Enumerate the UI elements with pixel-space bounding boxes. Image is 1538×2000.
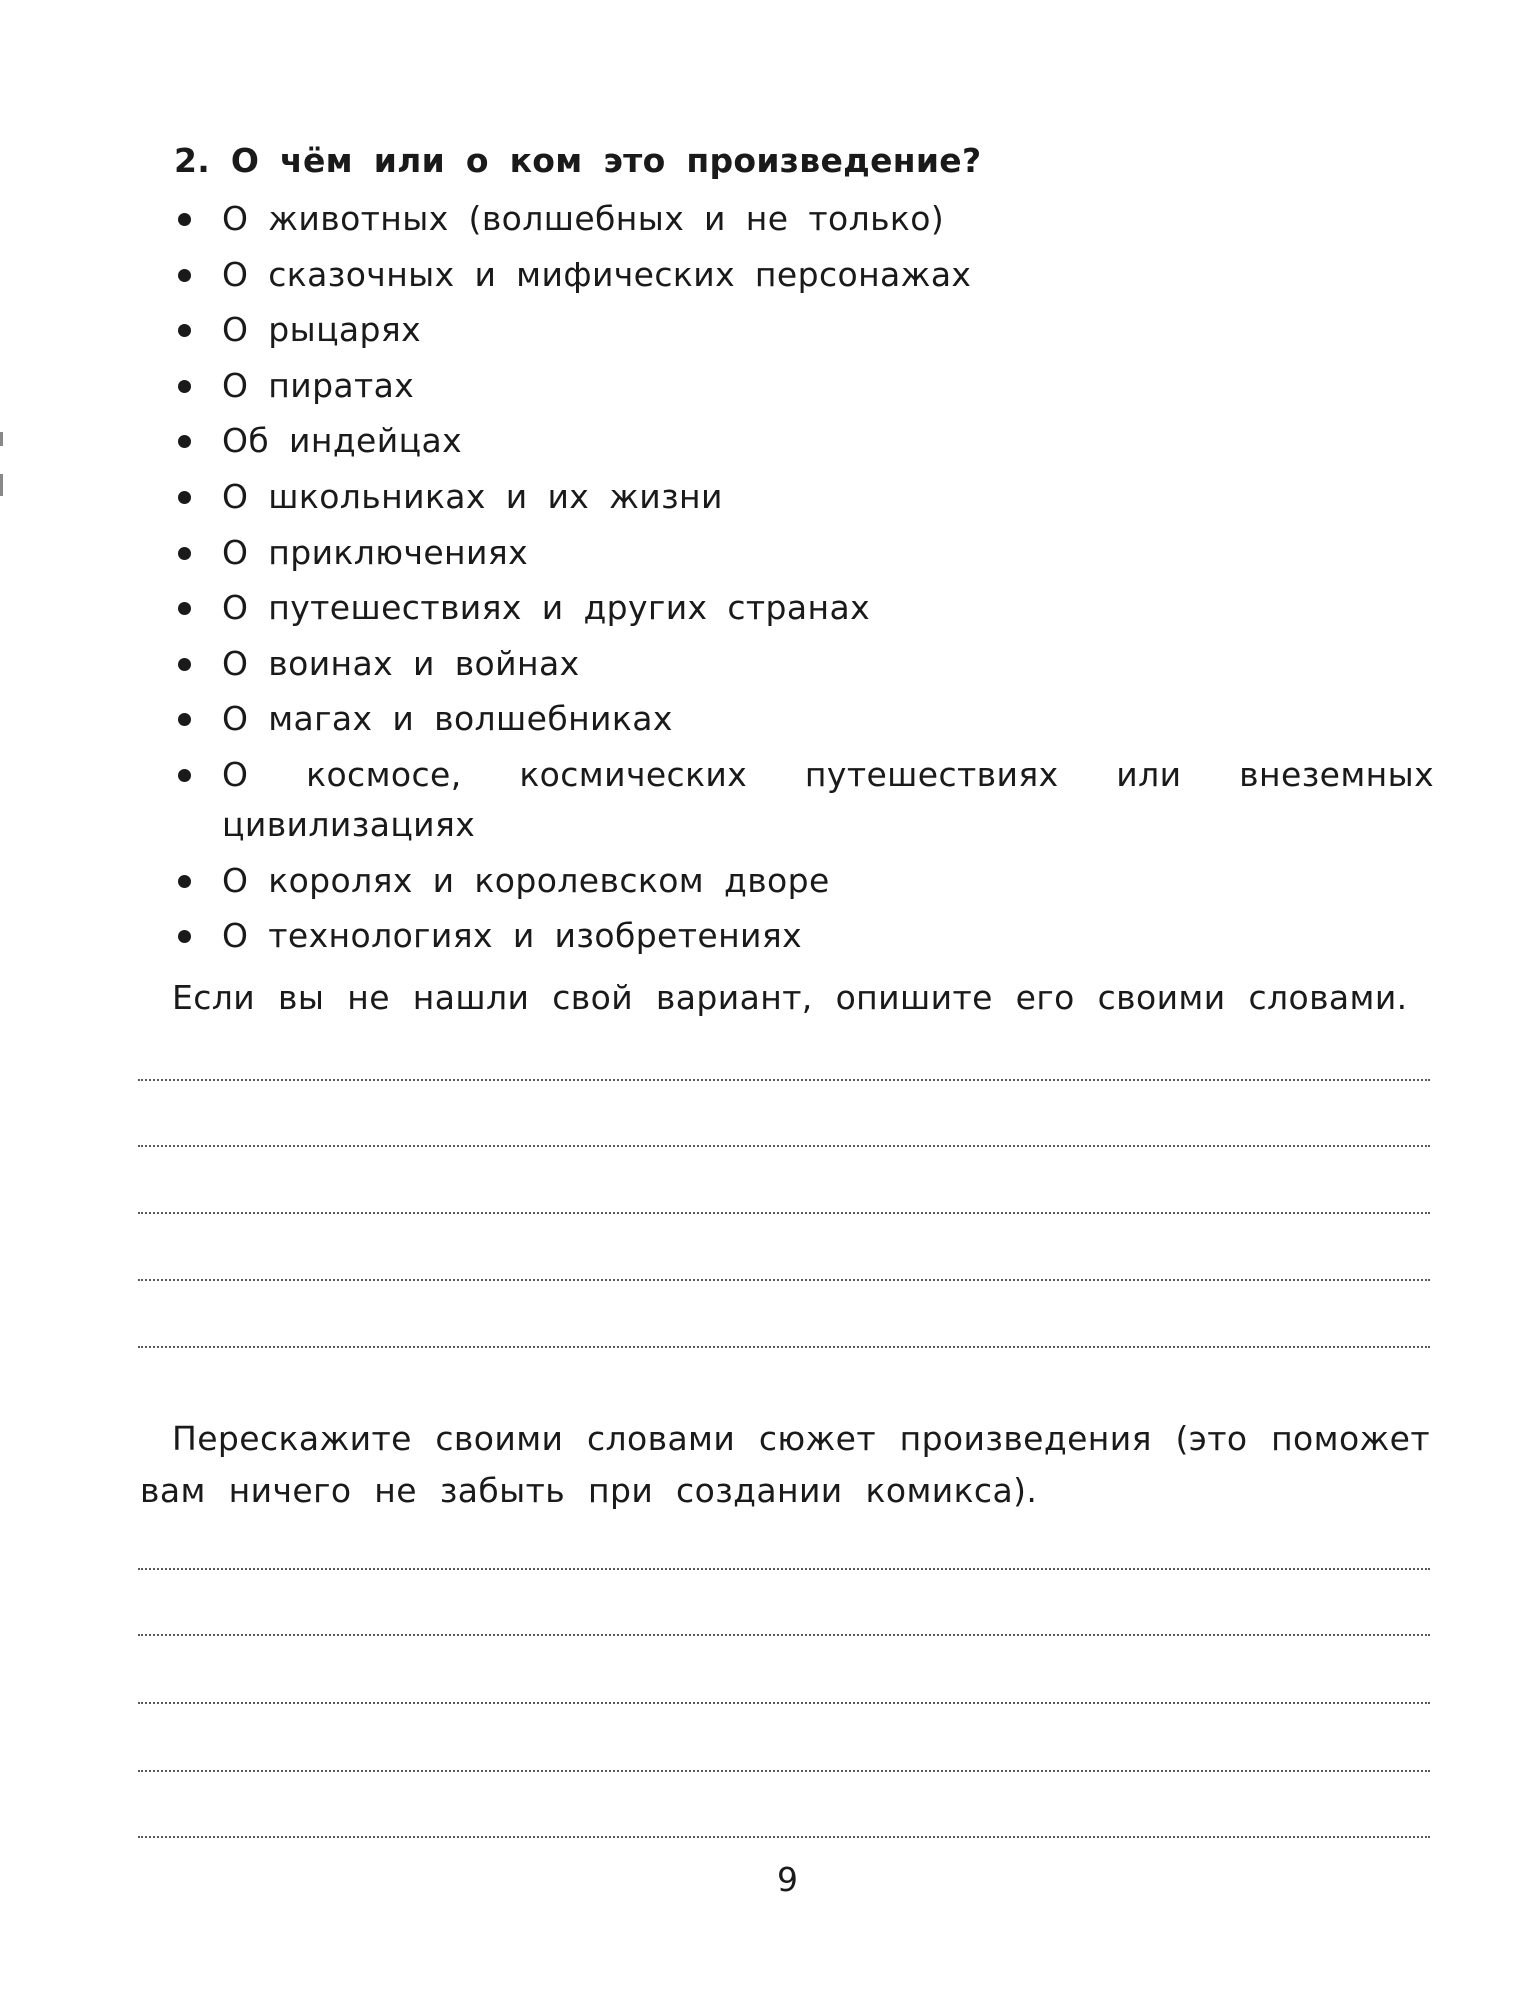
answer-line[interactable] (138, 1568, 1430, 1570)
answer-line[interactable] (138, 1346, 1430, 1348)
list-item (174, 361, 1454, 411)
list-item (174, 911, 1454, 961)
answer-line[interactable] (138, 1212, 1430, 1214)
option-label: О приключениях (222, 532, 529, 572)
list-item (174, 750, 1454, 850)
bullet-icon (178, 713, 191, 726)
bullet-icon (178, 658, 191, 671)
option-label: О рыцарях (222, 310, 422, 350)
bullet-icon (178, 380, 191, 393)
answer-line[interactable] (138, 1145, 1430, 1147)
option-label: О технологиях и изобретениях (222, 916, 803, 956)
option-label: О космосе, космических путешествиях или внеземных цивилизациях (222, 754, 1434, 844)
option-label: О пиратах (222, 365, 415, 405)
answer-line[interactable] (138, 1279, 1430, 1281)
answer-options-list (174, 194, 1454, 967)
list-item (174, 305, 1454, 355)
answer-line[interactable] (138, 1770, 1430, 1772)
bullet-icon (178, 213, 191, 226)
retell-prompt: Перескажите своими словами сюжет произведения (это поможет вам ничего не забыть при создании комикса). (140, 1419, 1430, 1510)
list-item (174, 694, 1454, 744)
own-variant-prompt: Если вы не нашли свой вариант, опишите его своими словами. (172, 978, 1408, 1017)
option-label: О путешествиях и других странах (222, 588, 871, 628)
option-label: О воинах и войнах (222, 643, 580, 683)
bullet-icon (178, 269, 191, 282)
bullet-icon (178, 602, 191, 615)
bullet-icon (178, 769, 191, 782)
option-label: О школьниках и их жизни (222, 476, 723, 516)
list-item (174, 472, 1454, 522)
list-item (174, 583, 1454, 633)
option-label: О сказочных и мифических персонажах (222, 254, 972, 294)
answer-line[interactable] (138, 1836, 1430, 1838)
list-item (174, 639, 1454, 689)
list-item (174, 856, 1454, 906)
bullet-icon (178, 875, 191, 888)
page-number: 9 (777, 1860, 798, 1899)
question-heading: 2. О чём или о ком это произведение? (174, 141, 982, 180)
option-label: О магах и волшебниках (222, 699, 673, 739)
bullet-icon (178, 930, 191, 943)
bullet-icon (178, 491, 191, 504)
option-label: Об индейцах (222, 421, 463, 461)
answer-line[interactable] (138, 1634, 1430, 1636)
bullet-icon (178, 435, 191, 448)
option-label: О королях и королевском дворе (222, 860, 830, 900)
list-item (174, 528, 1454, 578)
list-item (174, 194, 1454, 244)
option-label: О животных (волшебных и не только) (222, 199, 945, 238)
scan-artifact (0, 474, 3, 496)
bullet-icon (178, 547, 191, 560)
scan-artifact (0, 432, 3, 446)
bullet-icon (178, 324, 191, 337)
answer-line[interactable] (138, 1702, 1430, 1704)
list-item (174, 250, 1454, 300)
list-item (174, 416, 1454, 466)
answer-line[interactable] (138, 1079, 1430, 1081)
